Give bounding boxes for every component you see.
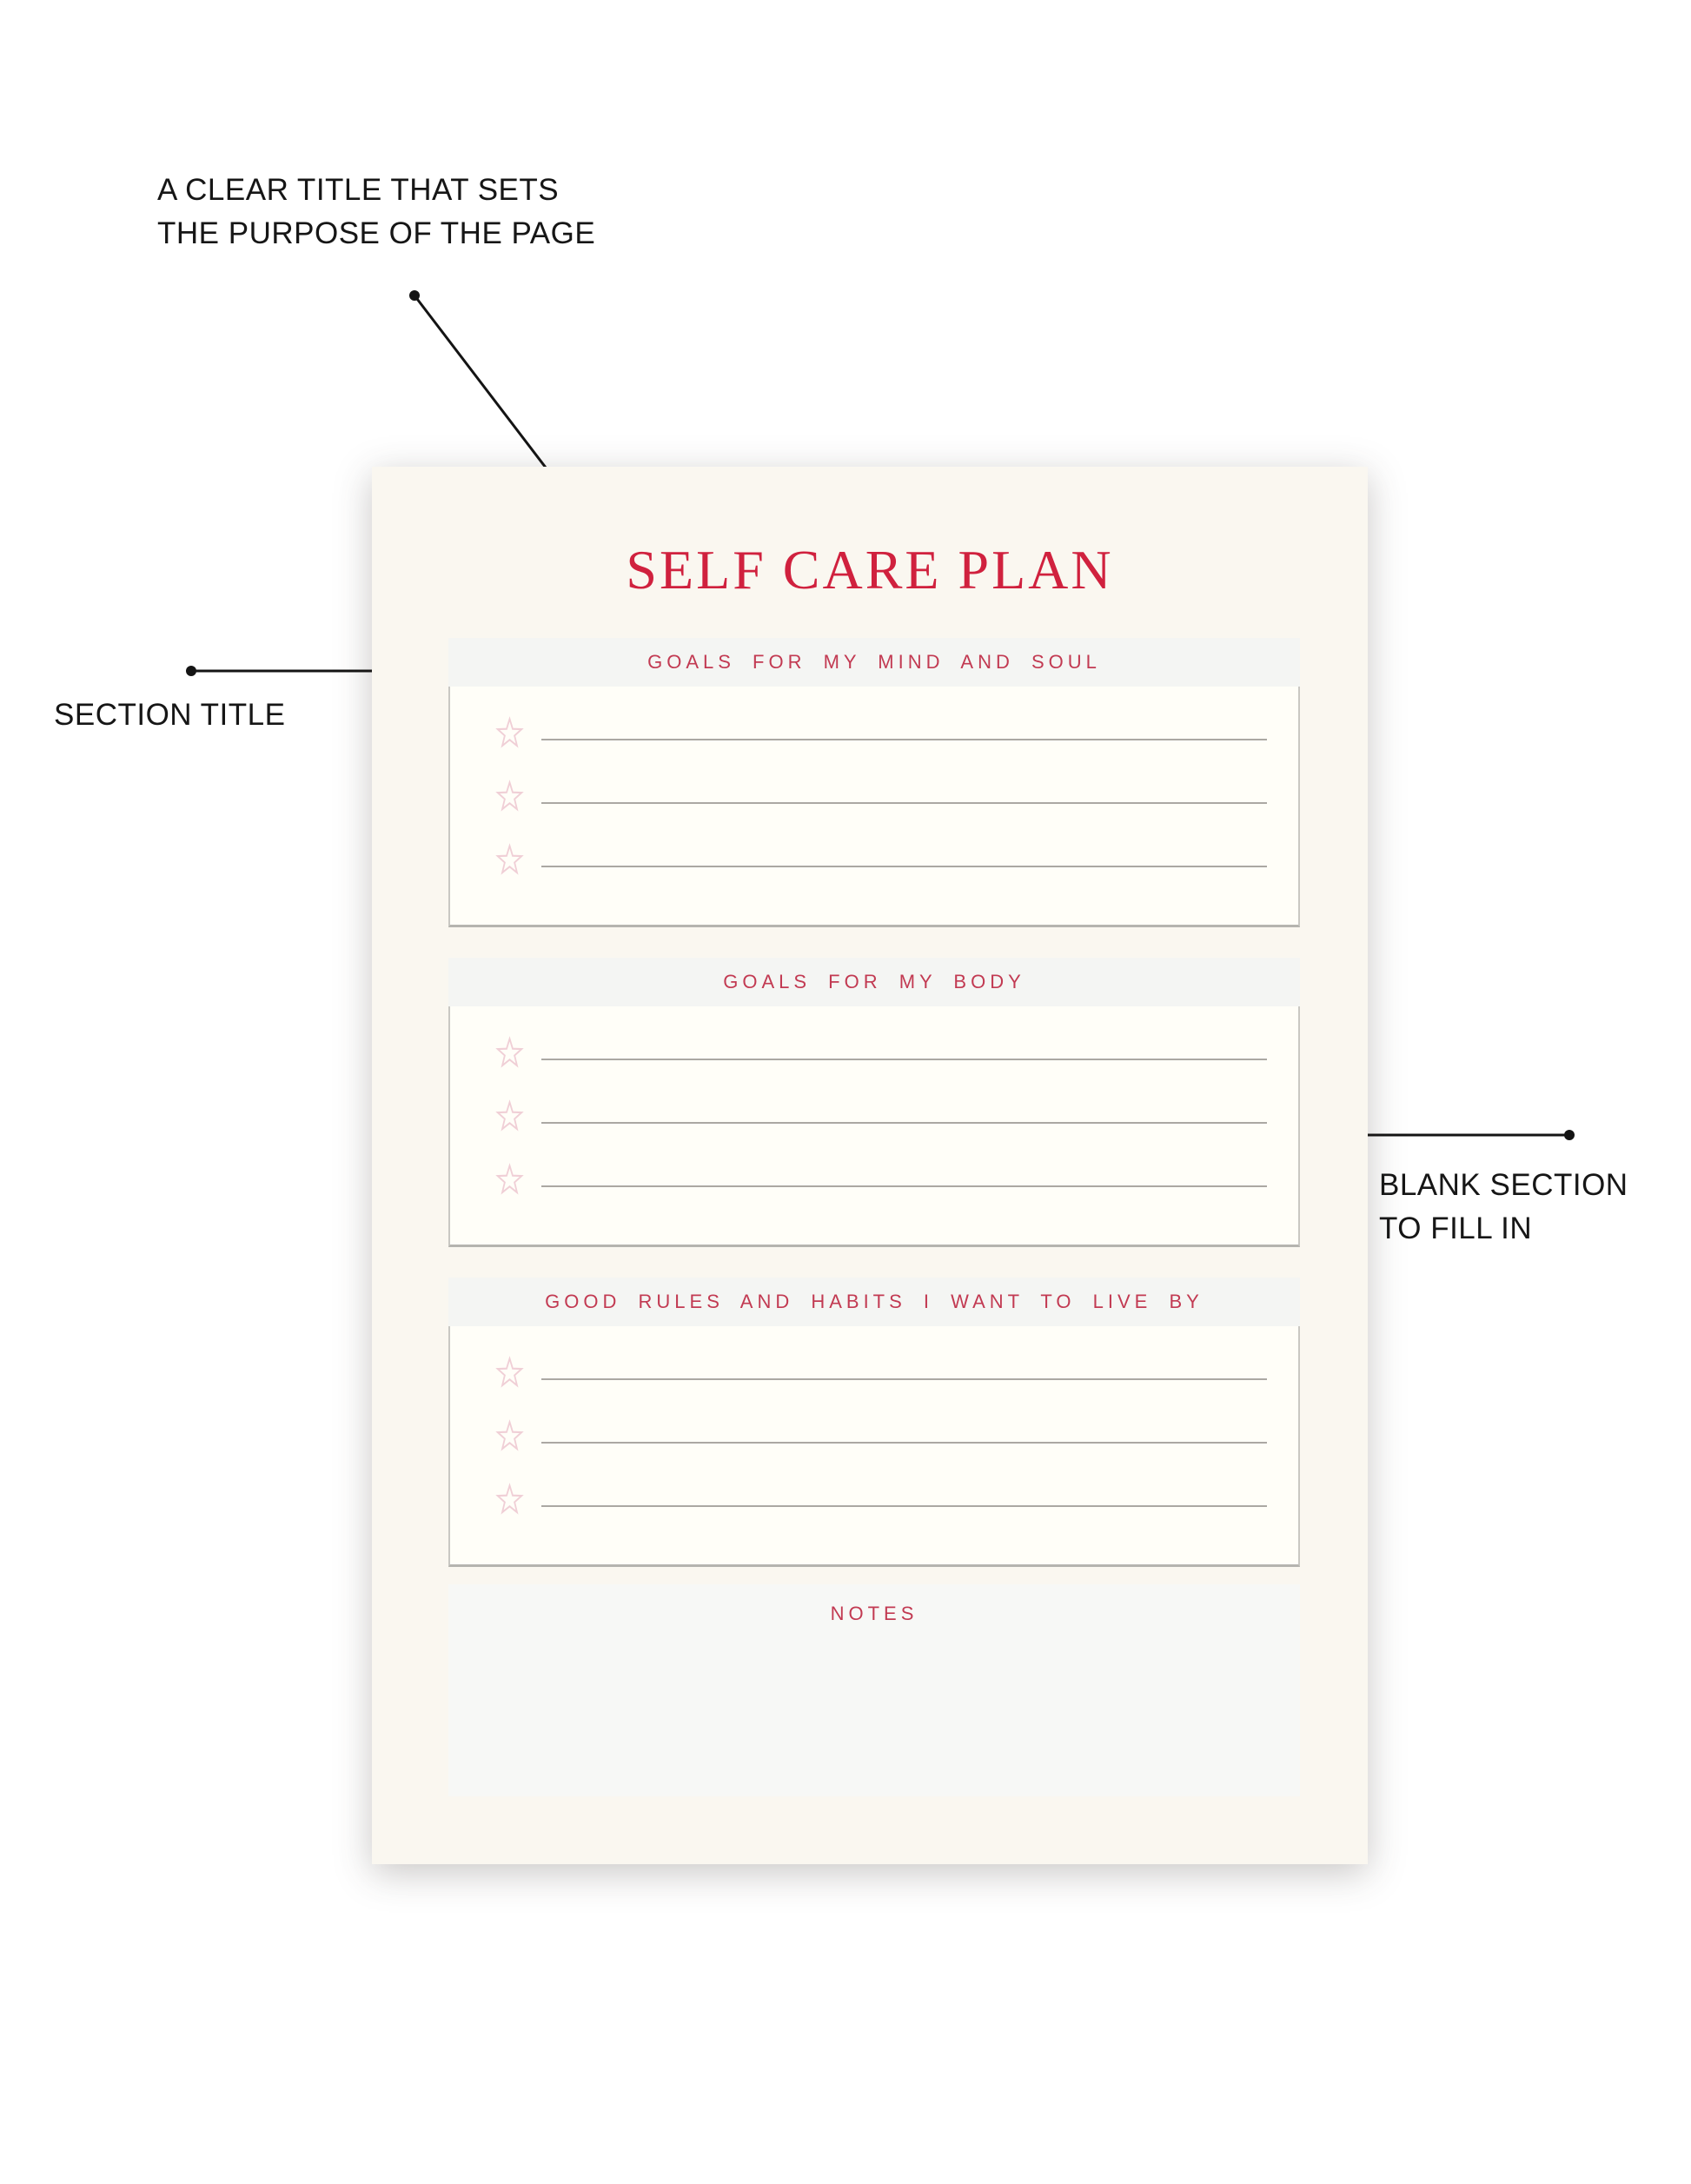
- section-header-bar: [448, 958, 1300, 1006]
- star-icon: [495, 1356, 524, 1390]
- section-body: [448, 1006, 1300, 1247]
- fill-in-line[interactable]: [541, 1378, 1267, 1380]
- annotation-section-title: [54, 694, 285, 737]
- section-header-bar: [448, 1278, 1300, 1326]
- page-title: SELF CARE PLAN: [626, 539, 1114, 601]
- notes-area[interactable]: [448, 1584, 1300, 1796]
- star-icon: [495, 780, 524, 813]
- fill-in-line[interactable]: [541, 1442, 1267, 1444]
- section-body: [448, 1326, 1300, 1567]
- section-header-bar: [448, 638, 1300, 687]
- star-icon: [495, 1483, 524, 1517]
- section-header-label: GOALS FOR MY MIND AND SOUL: [647, 651, 1101, 673]
- planner-page: [372, 467, 1368, 1864]
- annotation-blank-section: [1379, 1164, 1628, 1251]
- fill-row: [450, 1326, 1298, 1390]
- fill-in-line[interactable]: [541, 1185, 1267, 1187]
- star-icon: [495, 716, 524, 750]
- fill-in-line[interactable]: [541, 739, 1267, 740]
- section-body: [448, 687, 1300, 927]
- section-header-label: GOALS FOR MY BODY: [723, 971, 1025, 992]
- section-rules-habits: [448, 1278, 1300, 1567]
- fill-in-line[interactable]: [541, 866, 1267, 867]
- fill-row: [450, 813, 1298, 877]
- annotation-clear-title-line1: A CLEAR TITLE THAT SETS: [157, 173, 560, 207]
- fill-in-line[interactable]: [541, 1505, 1267, 1507]
- fill-in-line[interactable]: [541, 1059, 1267, 1060]
- annotation-clear-title-line2: THE PURPOSE OF THE PAGE: [157, 216, 596, 250]
- fill-row: [450, 1070, 1298, 1133]
- star-icon: [495, 1036, 524, 1070]
- fill-row: [450, 1133, 1298, 1197]
- star-icon: [495, 1419, 524, 1453]
- fill-row: [450, 1453, 1298, 1517]
- fill-row: [450, 1006, 1298, 1070]
- fill-in-line[interactable]: [541, 802, 1267, 804]
- annotation-clear-title: [157, 169, 595, 256]
- star-icon: [495, 1099, 524, 1133]
- fill-row: [450, 687, 1298, 750]
- fill-row: [450, 1390, 1298, 1453]
- annotation-blank-section-line2: TO FILL IN: [1379, 1211, 1533, 1245]
- section-goals-mind-soul: [448, 638, 1300, 927]
- star-icon: [495, 843, 524, 877]
- fill-row: [450, 750, 1298, 813]
- section-header-label: GOOD RULES AND HABITS I WANT TO LIVE BY: [545, 1291, 1204, 1312]
- section-goals-body: [448, 958, 1300, 1247]
- star-icon: [495, 1163, 524, 1197]
- annotation-section-title-label: SECTION TITLE: [54, 698, 286, 732]
- notes-header-label: NOTES: [830, 1603, 918, 1624]
- fill-in-line[interactable]: [541, 1122, 1267, 1124]
- annotation-blank-section-line1: BLANK SECTION: [1379, 1168, 1628, 1202]
